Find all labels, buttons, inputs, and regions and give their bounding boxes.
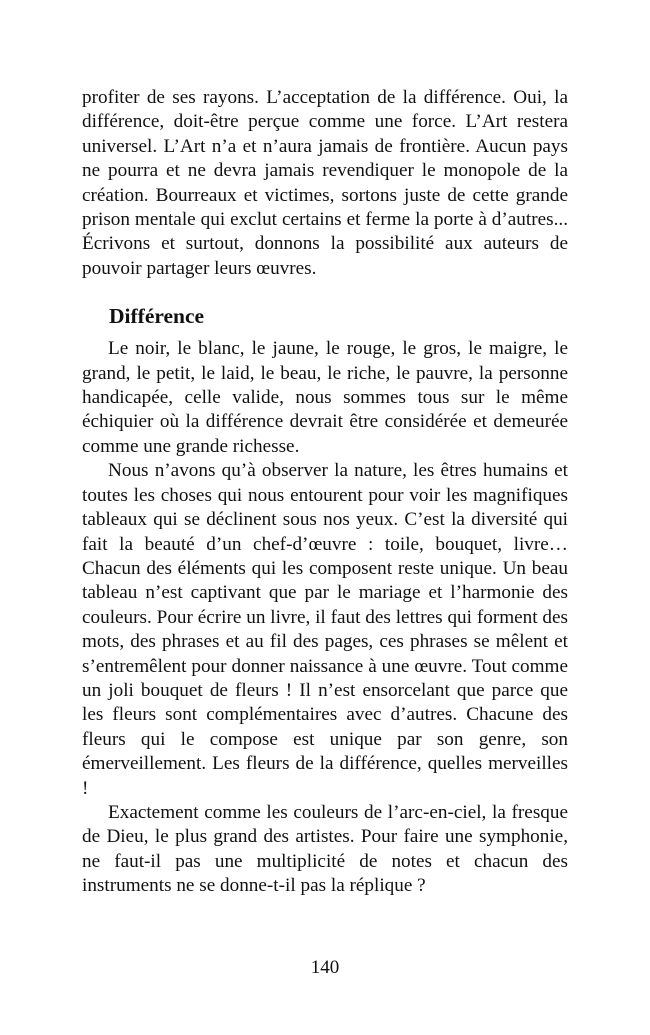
paragraph-opening: profiter de ses rayons. L’acceptation de la différence. Oui, la différence, doit-être perçue comme une force. L’Art restera universel. L’Art n’a et n’aura jamais de frontière. Aucun pays ne pourra et ne devra jamais revendiquer le monopole de la création. Bourreaux et victimes, sortons juste de cette grande prison mentale qui exclut certains et ferme la porte à d’autres... Écrivons et surtout, donnons la possibilité aux auteurs de pouvoir partager leurs œuvres. (82, 87, 568, 279)
paragraph-1: Le noir, le blanc, le jaune, le rouge, le gros, le maigre, le grand, le petit, le laid, le beau, le riche, le pauvre, la personne handicapée, celle valide, nous sommes tous sur le même échiquier où la différence devrait être considérée et demeurée comme une grande richesse. (82, 338, 568, 457)
paragraph-3: Exactement comme les couleurs de l’arc-en-ciel, la fresque de Dieu, le plus grand des artistes. Pour faire une symphonie, ne faut-il pas une multiplicité de notes et chacun des instruments ne se donne-t-il pas la réplique ? (82, 801, 568, 897)
section-heading: Différence (109, 304, 205, 329)
page-number: 140 (310, 957, 340, 978)
page-text-block (82, 86, 568, 899)
paragraph-2: Nous n’avons qu’à observer la nature, les êtres humains et toutes les choses qui nous entourent pour voir les magnifiques tableaux qui se déclinent sous nos yeux. C’est la diversité qui fait la beauté d’un chef-d’œuvre : toile, bouquet, livre… Chacun des éléments qui les composent reste unique. Un beau tableau n’est captivant que par le mariage et l’harmonie des couleurs. Pour écrire un livre, il faut des lettres qui forment des mots, des phrases et au fil des pages, ces phrases se mêlent et s’entremêlent pour donner naissance à une œuvre. Tout comme un joli bouquet de fleurs ! Il n’est ensorcelant que parce que les fleurs sont complémentaires avec d’autres. Chacune des fleurs qui le compose est unique par son genre, son émerveillement. Les fleurs de la différence, quelles merveilles ! (82, 460, 568, 799)
